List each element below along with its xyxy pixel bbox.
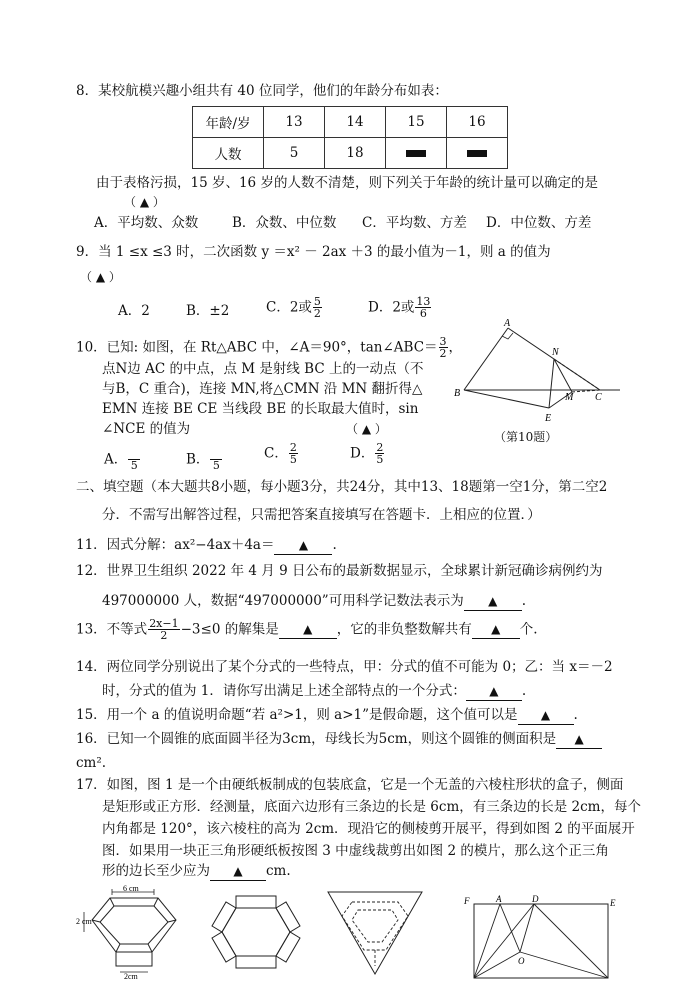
q17-line5-text: 形的边长至少应为 [102, 863, 210, 879]
section2-heading: 二、填空题（本大题共8小题，每小题3分，共24分，其中13、18题第一空1分，第二空2 [76, 479, 608, 495]
q17-figure-rectangle [462, 892, 622, 982]
age-cell: 13 [264, 107, 325, 138]
label-c: C [595, 392, 602, 403]
q9-answer-mark: （ ▲ ） [80, 270, 121, 284]
q14-text: 时，分式的值为 1．请你写出满足上述全部特点的一个分式： [102, 683, 466, 699]
q9-option-c [266, 296, 323, 319]
q9-option-a: A．2 [118, 303, 150, 319]
q10-line1-comma: ， [448, 339, 463, 356]
q16-line1 [76, 730, 602, 749]
age-header: 年龄/岁 [193, 107, 264, 138]
q14-end: . [521, 683, 527, 699]
q10-line5: ∠NCE 的值为 [102, 421, 191, 437]
label-2cm-left: 2 cm [76, 917, 92, 926]
q16-line2: cm². [76, 755, 107, 771]
tan-fraction [439, 336, 448, 359]
q9-option-d-fraction [415, 296, 431, 319]
q12-line2 [102, 592, 526, 611]
q10-triangle-figure [452, 316, 622, 428]
q8-option-d: D．中位数、方差 [486, 215, 592, 231]
fraction-numerator: 2 [289, 441, 297, 454]
q10-line1-text: 10．已知: 如图，在 Rt△ABC 中，∠A＝90°，tan∠ABC＝ [76, 339, 438, 356]
fraction-numerator: 5 [313, 295, 321, 308]
q8-option-a: A．平均数、众数 [94, 215, 199, 231]
q17-figure-net [206, 888, 306, 976]
label-6cm: 6 cm [123, 884, 139, 893]
q9-option-d-label: D．2或 [368, 299, 415, 316]
label-f: F [464, 896, 470, 906]
label-n: N [552, 347, 559, 358]
q8-stem: 8．某校航模兴趣小组共有 40 位同学，他们的年龄分布如表： [76, 83, 448, 99]
fraction-numerator: 13 [416, 295, 431, 308]
answer-blank: ▲ [279, 620, 337, 639]
answer-blank: ▲ [556, 730, 602, 749]
q11 [76, 536, 337, 555]
q10-option-a-label: A． [104, 451, 128, 468]
q14-line1: 14．两位同学分别说出了某个分式的一些特点，甲：分式的值不可能为 0；乙：当 x＝－2 [76, 659, 613, 675]
count-cell: 5 [264, 138, 325, 169]
q10-option-d [350, 442, 385, 465]
q17-line1: 17．如图，图 1 是一个由硬纸板制成的包装底盒，它是一个无盖的六棱柱形状的盒子，侧面 [76, 777, 624, 793]
fraction-numerator: 3 [439, 335, 447, 348]
q15-end: . [573, 707, 578, 723]
q8-answer-mark: （ ▲ ） [124, 195, 165, 209]
q9-stem: 9．当 1 ≤x ≤3 时，二次函数 y ＝x² － 2ax ＋3 的最小值为－1，则 a 的值为 [76, 244, 551, 260]
answer-blank: ▲ [464, 592, 522, 611]
q16-text: 16．已知一个圆锥的底面圆半径为3cm，母线长为5cm，则这个圆锥的侧面积是 [76, 731, 557, 747]
q9-option-b: B．±2 [186, 303, 230, 319]
q10-line4: EMN 连接 BE CE 当线段 BE 的长取最大值时，sin [102, 401, 419, 417]
fraction-denominator: 2 [313, 307, 321, 320]
q8-line2: 由于表格污损，15 岁、16 岁的人数不清楚，则下列关于年龄的统计量可以确定的是 [96, 175, 598, 191]
q15-text: 15．用一个 a 的值说明命题“若 a²>1，则 a>1”是假命题，这个值可以是 [76, 707, 518, 723]
q15 [76, 706, 578, 725]
label-d: D [532, 894, 539, 904]
q10-line3: 与B，C 重合)，连接 MN,将△CMN 沿 MN 翻折得△ [102, 381, 423, 397]
section2-note: 分．不需写出解答过程，只需把答案直接填写在答题卡．上相应的位置．） [102, 507, 541, 523]
q14-line2 [102, 682, 526, 701]
q17-line2: 是矩形或正方形．经测量，底面六边形有三条边的长是 6cm，有三条边的长是 2cm，每个 [102, 799, 641, 815]
q9-option-c-fraction [313, 296, 322, 319]
answer-blank: ▲ [210, 862, 266, 881]
q9-option-d [368, 296, 432, 319]
q11-text: 11．因式分解：ax²−4ax＋4a＝ [76, 537, 275, 553]
label-m: M [565, 392, 574, 403]
q17-figure-triangle [322, 886, 428, 978]
q10-figure-caption: （第10题） [494, 430, 558, 444]
label-e: E [545, 413, 552, 424]
q12-end: . [521, 593, 526, 609]
q10-option-b [186, 448, 223, 471]
age-cell: 15 [386, 107, 447, 138]
age-cell: 16 [447, 107, 508, 138]
q10-option-d-fraction [375, 442, 384, 465]
q9-option-c-label: C．2或 [266, 299, 312, 316]
q12-line1: 12．世界卫生组织 2022 年 4 月 9 日公布的最新数据显示，全球累计新冠确诊病例约为 [76, 563, 603, 579]
q11-end: . [332, 537, 337, 553]
q17-line3: 内角都是 120°，该六棱柱的高为 2cm．现沿它的侧棱剪开展平，得到如图 2 的平面展开 [102, 821, 635, 837]
q10-option-c-label: C． [264, 445, 288, 462]
q8-option-b: B．众数、中位数 [232, 215, 337, 231]
q17-line5 [102, 862, 291, 881]
answer-blank: ▲ [472, 620, 520, 639]
smudged-cell [447, 138, 508, 169]
q10-option-a [104, 448, 141, 471]
fraction-denominator: 2 [439, 347, 447, 360]
q10-option-c-fraction [289, 442, 298, 465]
answer-blank: ▲ [518, 706, 574, 725]
q10-option-c [264, 442, 299, 465]
age-table [192, 106, 508, 169]
count-cell: 18 [325, 138, 386, 169]
q13-prefix: 13．不等式 [76, 621, 148, 638]
age-cell: 14 [325, 107, 386, 138]
q10-option-b-label: B． [186, 451, 210, 468]
q17-line4: 图．如果用一块正三角形硬纸板按图 3 中虚线裁剪出如图 2 的模片，那么这个正三角 [102, 843, 609, 859]
label-e: E [610, 898, 616, 908]
q10-answer-mark: （ ▲ ） [346, 422, 387, 436]
answer-blank: ▲ [466, 682, 522, 701]
q10-option-d-label: D． [350, 445, 375, 462]
fraction-denominator: 5 [376, 453, 384, 466]
q10-line1 [76, 336, 462, 359]
label-o: O [518, 956, 525, 966]
count-header: 人数 [193, 138, 264, 169]
q17-figure-box [76, 884, 194, 980]
smudged-cell [386, 138, 447, 169]
q13-mid: ，它的非负整数解共有 [336, 621, 472, 638]
q13 [76, 618, 538, 641]
q10-option-b-fraction [210, 448, 222, 471]
label-a: A [496, 894, 502, 904]
fraction-denominator: 2 [160, 629, 168, 642]
label-b: B [454, 388, 461, 399]
fraction-numerator: 2 [376, 441, 384, 454]
fraction-denominator: 5 [212, 459, 220, 472]
fraction-denominator: 6 [419, 307, 427, 320]
q10-option-a-fraction [128, 448, 140, 471]
q13-fraction [148, 618, 179, 641]
fraction-numerator: 2x−1 [149, 617, 179, 630]
q8-option-c: C．平均数、方差 [362, 215, 467, 231]
q13-end: 个. [519, 621, 538, 638]
q12-text: 497000000 人，数据“497000000”可用科学记数法表示为 [102, 593, 464, 609]
fraction-denominator: 5 [130, 459, 138, 472]
q10-line2: 点N边 AC 的中点，点 M 是射线 BC 上的一动点（不 [102, 361, 424, 377]
label-2cm-bottom: 2cm [124, 972, 138, 980]
q13-text: −3≤0 的解集是 [180, 621, 279, 638]
label-a: A [504, 318, 511, 329]
fraction-denominator: 5 [289, 453, 297, 466]
q17-line5-end: cm. [266, 863, 291, 879]
answer-blank: ▲ [274, 536, 332, 555]
